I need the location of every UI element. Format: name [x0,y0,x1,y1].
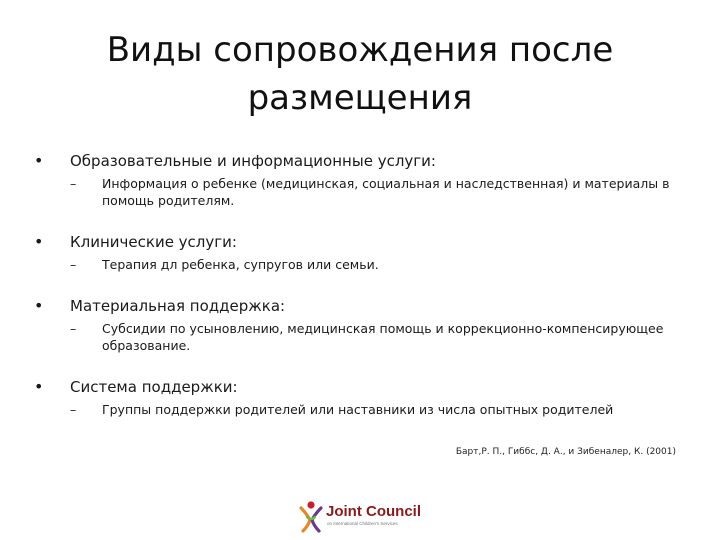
sub-bullet-dash: – [70,176,77,191]
bullet-item [34,376,684,398]
sub-bullet-text: Субсидии по усыновлению, медицинская помощь и коррекционно-компенсирующее образование. [102,321,664,353]
section-educational [34,150,684,209]
bullet-dot: • [34,296,44,315]
logo-tagline: on International Children's Services [327,521,398,526]
sub-bullet-text: Информация о ребенке (медицинская, социальная и наследственная) и материалы в помощь родителям. [102,176,670,208]
joint-council-figure-icon [298,500,324,534]
bullet-item [34,150,684,172]
bullet-dot: • [34,151,44,170]
sub-bullet-dash: – [70,402,77,417]
bullet-dot: • [34,377,44,396]
bullet-heading: Образовательные и информационные услуги: [70,152,436,170]
bullet-list [34,150,684,440]
bullet-dot: • [34,232,44,251]
bullet-item [34,231,684,253]
logo-name: Joint Council [326,503,421,520]
section-clinical [34,231,684,273]
sub-bullet-dash: – [70,321,77,336]
section-support-system [34,376,684,418]
sub-bullet-item [34,175,684,209]
section-material [34,295,684,354]
sub-bullet-item [34,401,684,418]
bullet-item [34,295,684,317]
sub-bullet-dash: – [70,257,77,272]
bullet-heading: Материальная поддержка: [70,297,286,315]
bullet-heading: Клинические услуги: [70,233,237,251]
sub-bullet-text: Группы поддержки родителей или наставники из числа опытных родителей [102,402,614,417]
sub-bullet-item [34,320,684,354]
sub-bullet-text: Терапия дл ребенка, супругов или семьи. [102,257,379,272]
slide-title: Виды сопровождения после размещения [106,30,614,118]
sub-bullet-item [34,256,684,273]
joint-council-logo [298,500,428,534]
bullet-heading: Система поддержки: [70,378,238,396]
citation: Барт,Р. П., Гиббс, Д. А., и Зибеналер, К. (2001) [455,447,676,457]
